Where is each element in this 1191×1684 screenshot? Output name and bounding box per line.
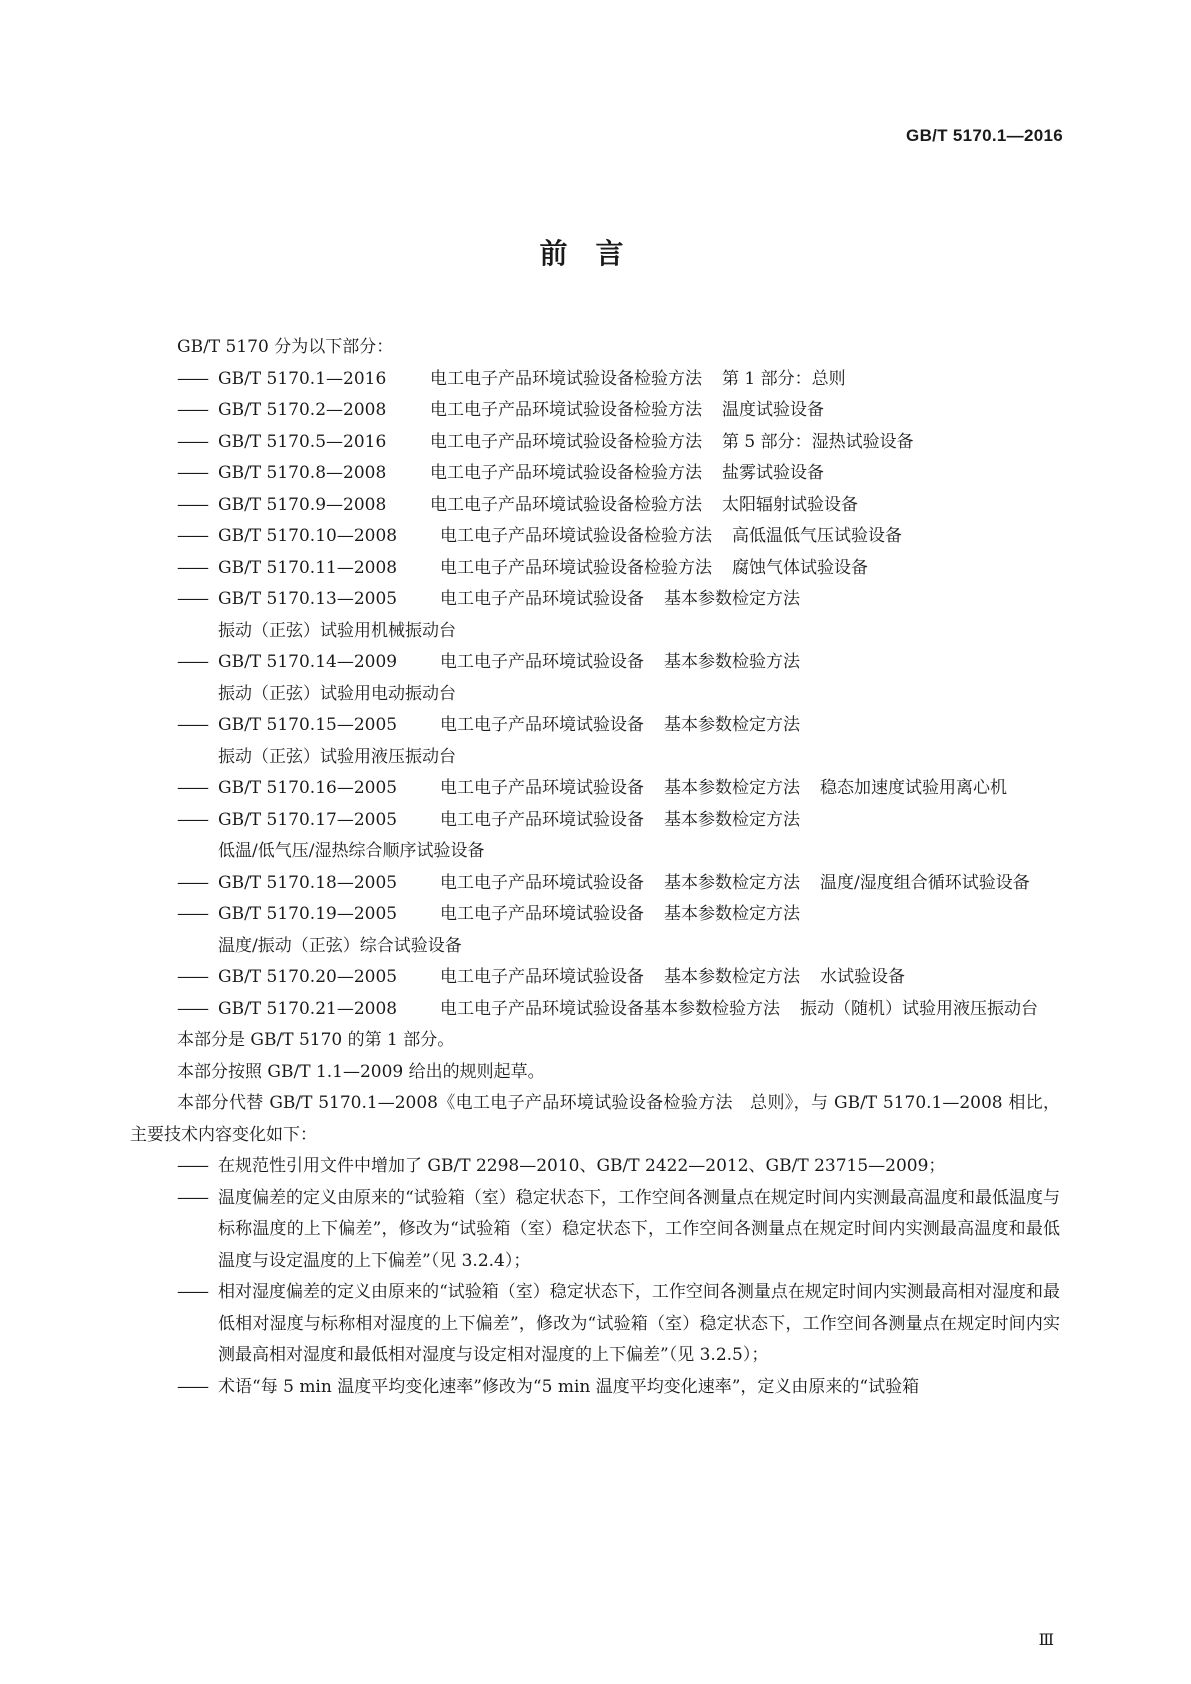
part-title-segment: 太阳辐射试验设备 — [722, 494, 858, 515]
part-title-segment: 电工电子产品环境试验设备检验方法 — [440, 526, 712, 546]
part-title-segment: 电工电子产品环境试验设备 — [440, 778, 644, 798]
dash-marker: —— — [177, 715, 207, 735]
part-item — [130, 458, 1060, 490]
part-title-segment: 电工电子产品环境试验设备检验方法 — [430, 463, 702, 483]
part-code: GB/T 5170.16—2005 — [218, 778, 398, 798]
part-title-segment: 电工电子产品环境试验设备 — [440, 872, 644, 893]
part-code: GB/T 5170.2—2008 — [218, 400, 387, 420]
part-code: GB/T 5170.14—2009 — [218, 652, 398, 672]
part-title-segment: 电工电子产品环境试验设备 — [440, 809, 644, 830]
part-title-segment: 电工电子产品环境试验设备基本参数检验方法 — [440, 998, 780, 1019]
change-item — [130, 1277, 1060, 1372]
part-item — [130, 710, 1060, 773]
part-item — [130, 364, 1060, 396]
part-title-segment: 低温/低气压/湿热综合顺序试验设备 — [218, 841, 485, 861]
part-title-segment: 电工电子产品环境试验设备 — [440, 967, 644, 987]
page-title: 前言 — [539, 237, 652, 270]
change-text: 相对湿度偏差的定义由原来的“试验箱（室）稳定状态下，工作空间各测量点在规定时间内实测最高相对湿度和最低相对湿度与标称相对湿度的上下偏差”，修改为“试验箱（室）稳定状态下，工作空间各测量点在规定时间内实测最高相对湿度和最低相对湿度与设定相对湿度的上下偏差”（见 3.2.5）； — [218, 1282, 1060, 1365]
part-title-segment: 电工电子产品环境试验设备检验方法 — [430, 368, 702, 389]
part-title-segment: 基本参数检定方法 — [664, 778, 800, 798]
part-title-segment: 温度试验设备 — [722, 400, 824, 420]
change-item — [130, 1372, 1060, 1404]
part-item — [130, 805, 1060, 868]
part-code: GB/T 5170.17—2005 — [218, 809, 398, 830]
part-item — [130, 521, 1060, 553]
part-title-segment: 温度/湿度组合循环试验设备 — [820, 872, 1030, 893]
dash-marker: —— — [177, 1282, 207, 1302]
change-text: 温度偏差的定义由原来的“试验箱（室）稳定状态下，工作空间各测量点在规定时间内实测最高温度和最低温度与标称温度的上下偏差”，修改为“试验箱（室）稳定状态下，工作空间各测量点在规定时间内实测最高温度和最低温度与设定温度的上下偏差”（见 3.2.4）； — [218, 1187, 1060, 1271]
part-title-segment: 腐蚀气体试验设备 — [732, 557, 868, 578]
paragraph-replace: 本部分代替 GB/T 5170.1—2008《电工电子产品环境试验设备检验方法 总则》，与 GB/T 5170.1—2008 相比，主要技术内容变化如下： — [130, 1093, 1060, 1145]
change-text: 在规范性引用文件中增加了 GB/T 2298—2010、GB/T 2422—2012、GB/T 23715—2009； — [218, 1156, 946, 1176]
dash-marker: —— — [177, 809, 207, 830]
paragraph-rules: 本部分按照 GB/T 1.1—2009 给出的规则起草。 — [177, 1061, 545, 1082]
part-title-segment: 基本参数检验方法 — [664, 652, 800, 672]
part-code: GB/T 5170.18—2005 — [218, 872, 398, 893]
part-item — [130, 427, 1060, 459]
part-code: GB/T 5170.10—2008 — [218, 526, 398, 546]
dash-marker: —— — [177, 589, 207, 609]
part-title-segment: 电工电子产品环境试验设备检验方法 — [430, 494, 702, 515]
parts-list — [130, 364, 1060, 1026]
dash-marker: —— — [177, 463, 207, 483]
part-title-segment: 基本参数检定方法 — [664, 872, 800, 893]
part-title-segment: 稳态加速度试验用离心机 — [820, 778, 1007, 798]
part-code: GB/T 5170.20—2005 — [218, 967, 398, 987]
part-title-segment: 电工电子产品环境试验设备检验方法 — [430, 431, 702, 452]
part-code: GB/T 5170.15—2005 — [218, 715, 398, 735]
dash-marker: —— — [177, 526, 207, 546]
part-item — [130, 490, 1060, 522]
paragraph-part: 本部分是 GB/T 5170 的第 1 部分。 — [177, 1030, 455, 1050]
dash-marker: —— — [177, 778, 207, 798]
dash-marker: —— — [177, 494, 207, 515]
dash-marker: —— — [177, 557, 207, 578]
part-item — [130, 584, 1060, 647]
part-title-segment: 基本参数检定方法 — [664, 715, 800, 735]
part-title-segment: 基本参数检定方法 — [664, 904, 800, 924]
part-title-segment: 盐雾试验设备 — [722, 463, 824, 483]
part-item — [130, 395, 1060, 427]
part-title-segment: 振动（随机）试验用液压振动台 — [800, 998, 1038, 1019]
dash-marker: —— — [177, 368, 207, 389]
change-item — [130, 1183, 1060, 1278]
part-title-segment: 基本参数检定方法 — [664, 809, 800, 830]
part-item — [130, 994, 1060, 1026]
part-code: GB/T 5170.11—2008 — [218, 557, 398, 578]
part-code: GB/T 5170.9—2008 — [218, 494, 387, 515]
part-item — [130, 647, 1060, 710]
standard-code: GB/T 5170.1—2016 — [906, 126, 1063, 145]
part-item — [130, 962, 1060, 994]
part-title-segment: 电工电子产品环境试验设备 — [440, 589, 644, 609]
part-code: GB/T 5170.1—2016 — [218, 368, 387, 389]
part-code: GB/T 5170.21—2008 — [218, 998, 398, 1019]
part-item — [130, 553, 1060, 585]
part-title-segment: 电工电子产品环境试验设备检验方法 — [440, 557, 712, 578]
part-title-segment: 振动（正弦）试验用电动振动台 — [218, 683, 456, 704]
change-item — [130, 1151, 1060, 1183]
part-title-segment: 高低温低气压试验设备 — [732, 526, 902, 546]
part-title-segment: 基本参数检定方法 — [664, 589, 800, 609]
part-code: GB/T 5170.8—2008 — [218, 463, 387, 483]
dash-marker: —— — [177, 1376, 207, 1397]
dash-marker: —— — [177, 652, 207, 672]
part-title-segment: 振动（正弦）试验用液压振动台 — [218, 746, 456, 767]
dash-marker: —— — [177, 872, 207, 893]
part-title-segment: 温度/振动（正弦）综合试验设备 — [218, 935, 462, 956]
dash-marker: —— — [177, 431, 207, 452]
dash-marker: —— — [177, 904, 207, 924]
dash-marker: —— — [177, 1187, 207, 1208]
part-title-segment: 振动（正弦）试验用机械振动台 — [218, 620, 456, 641]
dash-marker: —— — [177, 967, 207, 987]
dash-marker: —— — [177, 400, 207, 420]
part-title-segment: 电工电子产品环境试验设备检验方法 — [430, 400, 702, 420]
changes-list — [130, 1151, 1060, 1403]
part-title-segment: 电工电子产品环境试验设备 — [440, 904, 644, 924]
part-title-segment: 基本参数检定方法 — [664, 967, 800, 987]
part-item — [130, 899, 1060, 962]
page-number: Ⅲ — [1038, 1630, 1054, 1649]
part-code: GB/T 5170.13—2005 — [218, 589, 398, 609]
change-text: 术语“每 5 min 温度平均变化速率”修改为“5 min 温度平均变化速率”，定义由原来的“试验箱 — [218, 1376, 920, 1397]
dash-marker: —— — [177, 998, 207, 1019]
part-title-segment: 电工电子产品环境试验设备 — [440, 715, 644, 735]
part-title-segment: 第 1 部分：总则 — [722, 368, 846, 389]
part-title-segment: 电工电子产品环境试验设备 — [440, 652, 644, 672]
part-title-segment: 水试验设备 — [820, 967, 905, 987]
part-code: GB/T 5170.5—2016 — [218, 431, 387, 452]
part-item — [130, 868, 1060, 900]
part-code: GB/T 5170.19—2005 — [218, 904, 398, 924]
document-body — [130, 332, 1060, 1403]
part-title-segment: 第 5 部分：湿热试验设备 — [722, 431, 914, 452]
part-item — [130, 773, 1060, 805]
dash-marker: —— — [177, 1156, 207, 1176]
intro-paragraph: GB/T 5170 分为以下部分： — [177, 337, 394, 357]
